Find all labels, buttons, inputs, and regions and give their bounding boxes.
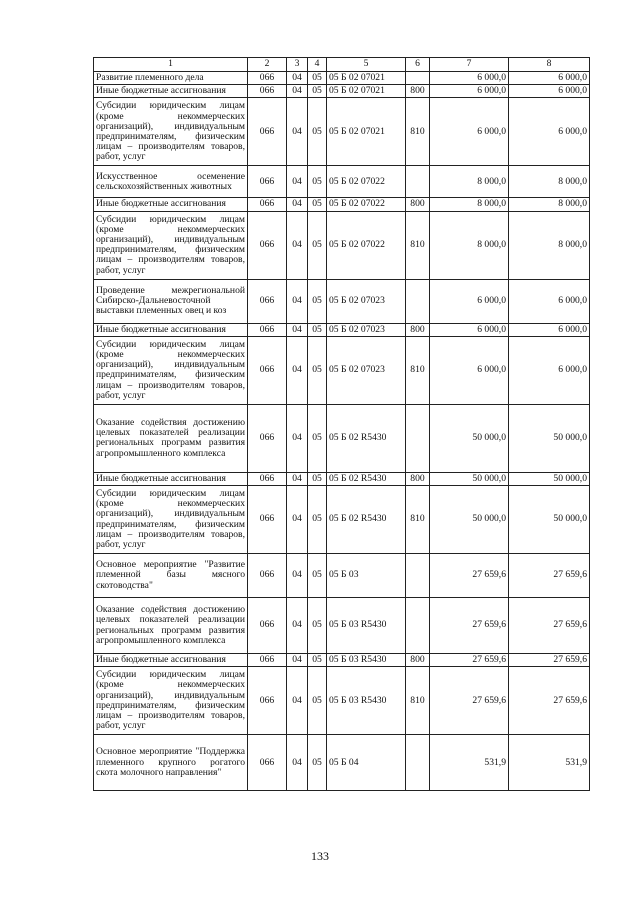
amount-year-2: 27 659,6: [509, 598, 590, 654]
row-name: Основное мероприятие "Развитие племенной базы мясного скотоводства": [94, 554, 248, 598]
table-row: [94, 85, 590, 98]
table-row: [94, 336, 590, 404]
expense-type: [406, 598, 430, 654]
table-row: [94, 323, 590, 336]
target-article: 05 Б 02 R5430: [327, 404, 406, 472]
expense-type: 800: [406, 198, 430, 211]
expense-type: 800: [406, 654, 430, 667]
row-name: Иные бюджетные ассигнования: [94, 654, 248, 667]
section-code: 04: [287, 166, 308, 198]
table-row: [94, 98, 590, 166]
admin-code: 066: [248, 404, 287, 472]
subsection-code: 05: [308, 735, 327, 791]
table-row: [94, 198, 590, 211]
subsection-code: 05: [308, 404, 327, 472]
expense-type: 810: [406, 486, 430, 554]
subsection-code: 05: [308, 486, 327, 554]
table-row: [94, 486, 590, 554]
row-name: Субсидии юридическим лицам (кроме некоммерческих организаций), индивидуальным предпринимателям, физическим лицам – производителям товаров, работ, услуг: [94, 211, 248, 279]
section-code: 04: [287, 735, 308, 791]
target-article: 05 Б 02 07023: [327, 336, 406, 404]
section-code: 04: [287, 98, 308, 166]
target-article: 05 Б 03: [327, 554, 406, 598]
amount-year-2: 6 000,0: [509, 85, 590, 98]
admin-code: 066: [248, 735, 287, 791]
amount-year-2: 531,9: [509, 735, 590, 791]
target-article: 05 Б 02 07021: [327, 72, 406, 85]
column-header-5: 5: [327, 58, 406, 72]
target-article: 05 Б 02 07023: [327, 323, 406, 336]
row-name: Субсидии юридическим лицам (кроме некоммерческих организаций), индивидуальным предпринимателям, физическим лицам – производителям товаров, работ, услуг: [94, 336, 248, 404]
amount-year-1: 6 000,0: [430, 323, 509, 336]
section-code: 04: [287, 323, 308, 336]
section-code: 04: [287, 554, 308, 598]
amount-year-1: 27 659,6: [430, 554, 509, 598]
row-name: Оказание содействия достижению целевых показателей реализации региональных программ развития агропромышленного комплекса: [94, 598, 248, 654]
amount-year-2: 6 000,0: [509, 279, 590, 323]
subsection-code: 05: [308, 667, 327, 735]
row-name: Развитие племенного дела: [94, 72, 248, 85]
expense-type: 810: [406, 667, 430, 735]
admin-code: 066: [248, 198, 287, 211]
row-name: Иные бюджетные ассигнования: [94, 323, 248, 336]
subsection-code: 05: [308, 323, 327, 336]
section-code: 04: [287, 336, 308, 404]
amount-year-2: 6 000,0: [509, 98, 590, 166]
target-article: 05 Б 04: [327, 735, 406, 791]
table-row: [94, 735, 590, 791]
amount-year-1: 6 000,0: [430, 98, 509, 166]
amount-year-1: 6 000,0: [430, 279, 509, 323]
subsection-code: 05: [308, 166, 327, 198]
expense-type: 810: [406, 336, 430, 404]
expense-type: [406, 404, 430, 472]
amount-year-1: 531,9: [430, 735, 509, 791]
section-code: 04: [287, 211, 308, 279]
section-code: 04: [287, 667, 308, 735]
admin-code: 066: [248, 211, 287, 279]
amount-year-2: 8 000,0: [509, 198, 590, 211]
table-row: [94, 279, 590, 323]
table-row: [94, 472, 590, 485]
section-code: 04: [287, 486, 308, 554]
table-row: [94, 654, 590, 667]
admin-code: 066: [248, 598, 287, 654]
table-row: [94, 554, 590, 598]
amount-year-1: 27 659,6: [430, 598, 509, 654]
header-row: [94, 58, 590, 72]
amount-year-1: 8 000,0: [430, 198, 509, 211]
section-code: 04: [287, 598, 308, 654]
amount-year-2: 6 000,0: [509, 323, 590, 336]
expense-type: [406, 166, 430, 198]
table-row: [94, 166, 590, 198]
amount-year-1: 50 000,0: [430, 404, 509, 472]
expense-type: [406, 279, 430, 323]
column-header-6: 6: [406, 58, 430, 72]
row-name: Оказание содействия достижению целевых показателей реализации региональных программ развития агропромышленного комплекса: [94, 404, 248, 472]
admin-code: 066: [248, 85, 287, 98]
admin-code: 066: [248, 323, 287, 336]
table-body: [94, 72, 590, 791]
admin-code: 066: [248, 98, 287, 166]
subsection-code: 05: [308, 336, 327, 404]
expense-type: 810: [406, 98, 430, 166]
amount-year-2: 27 659,6: [509, 554, 590, 598]
admin-code: 066: [248, 554, 287, 598]
expense-type: 800: [406, 323, 430, 336]
amount-year-2: 8 000,0: [509, 211, 590, 279]
target-article: 05 Б 03 R5430: [327, 667, 406, 735]
section-code: 04: [287, 72, 308, 85]
admin-code: 066: [248, 667, 287, 735]
subsection-code: 05: [308, 472, 327, 485]
expense-type: 810: [406, 211, 430, 279]
target-article: 05 Б 02 07021: [327, 98, 406, 166]
row-name: Иные бюджетные ассигнования: [94, 85, 248, 98]
row-name: Субсидии юридическим лицам (кроме некоммерческих организаций), индивидуальным предпринимателям, физическим лицам – производителям товаров, работ, услуг: [94, 486, 248, 554]
subsection-code: 05: [308, 654, 327, 667]
amount-year-1: 50 000,0: [430, 486, 509, 554]
section-code: 04: [287, 404, 308, 472]
column-header-2: 2: [248, 58, 287, 72]
table-row: [94, 72, 590, 85]
table-row: [94, 598, 590, 654]
admin-code: 066: [248, 72, 287, 85]
target-article: 05 Б 02 07021: [327, 85, 406, 98]
section-code: 04: [287, 279, 308, 323]
admin-code: 066: [248, 654, 287, 667]
amount-year-1: 6 000,0: [430, 72, 509, 85]
admin-code: 066: [248, 472, 287, 485]
page-number: 133: [311, 849, 329, 863]
subsection-code: 05: [308, 598, 327, 654]
amount-year-2: 50 000,0: [509, 486, 590, 554]
admin-code: 066: [248, 166, 287, 198]
target-article: 05 Б 02 07022: [327, 211, 406, 279]
column-header-7: 7: [430, 58, 509, 72]
subsection-code: 05: [308, 198, 327, 211]
row-name: Субсидии юридическим лицам (кроме некоммерческих организаций), индивидуальным предпринимателям, физическим лицам – производителям товаров, работ, услуг: [94, 667, 248, 735]
amount-year-2: 6 000,0: [509, 336, 590, 404]
subsection-code: 05: [308, 554, 327, 598]
amount-year-1: 8 000,0: [430, 166, 509, 198]
expense-type: [406, 554, 430, 598]
amount-year-2: 6 000,0: [509, 72, 590, 85]
expense-type: 800: [406, 472, 430, 485]
section-code: 04: [287, 654, 308, 667]
subsection-code: 05: [308, 98, 327, 166]
row-name: Иные бюджетные ассигнования: [94, 198, 248, 211]
subsection-code: 05: [308, 211, 327, 279]
subsection-code: 05: [308, 72, 327, 85]
row-name: Искусственное осеменение сельскохозяйственных животных: [94, 166, 248, 198]
column-header-3: 3: [287, 58, 308, 72]
expense-type: [406, 72, 430, 85]
admin-code: 066: [248, 279, 287, 323]
table-row: [94, 211, 590, 279]
target-article: 05 Б 02 07022: [327, 198, 406, 211]
row-name: Субсидии юридическим лицам (кроме некоммерческих организаций), индивидуальным предпринимателям, физическим лицам – производителям товаров, работ, услуг: [94, 98, 248, 166]
amount-year-1: 8 000,0: [430, 211, 509, 279]
target-article: 05 Б 02 07023: [327, 279, 406, 323]
column-header-1: 1: [94, 58, 248, 72]
target-article: 05 Б 02 07022: [327, 166, 406, 198]
amount-year-1: 27 659,6: [430, 654, 509, 667]
amount-year-2: 8 000,0: [509, 166, 590, 198]
admin-code: 066: [248, 336, 287, 404]
amount-year-1: 50 000,0: [430, 472, 509, 485]
amount-year-2: 27 659,6: [509, 667, 590, 735]
column-header-4: 4: [308, 58, 327, 72]
expense-type: 800: [406, 85, 430, 98]
amount-year-2: 27 659,6: [509, 654, 590, 667]
target-article: 05 Б 03 R5430: [327, 654, 406, 667]
row-name: Основное мероприятие "Поддержка племенного крупного рогатого скота молочного направления": [94, 735, 248, 791]
row-name: Иные бюджетные ассигнования: [94, 472, 248, 485]
expense-type: [406, 735, 430, 791]
section-code: 04: [287, 472, 308, 485]
subsection-code: 05: [308, 85, 327, 98]
column-header-8: 8: [509, 58, 590, 72]
section-code: 04: [287, 198, 308, 211]
budget-table: [93, 57, 590, 791]
admin-code: 066: [248, 486, 287, 554]
row-name: Проведение межрегиональной Сибирско-Дальневосточной выставки племенных овец и коз: [94, 279, 248, 323]
amount-year-1: 6 000,0: [430, 85, 509, 98]
table-row: [94, 404, 590, 472]
target-article: 05 Б 02 R5430: [327, 472, 406, 485]
section-code: 04: [287, 85, 308, 98]
subsection-code: 05: [308, 279, 327, 323]
target-article: 05 Б 02 R5430: [327, 486, 406, 554]
amount-year-2: 50 000,0: [509, 404, 590, 472]
amount-year-2: 50 000,0: [509, 472, 590, 485]
amount-year-1: 27 659,6: [430, 667, 509, 735]
target-article: 05 Б 03 R5430: [327, 598, 406, 654]
table-row: [94, 667, 590, 735]
amount-year-1: 6 000,0: [430, 336, 509, 404]
